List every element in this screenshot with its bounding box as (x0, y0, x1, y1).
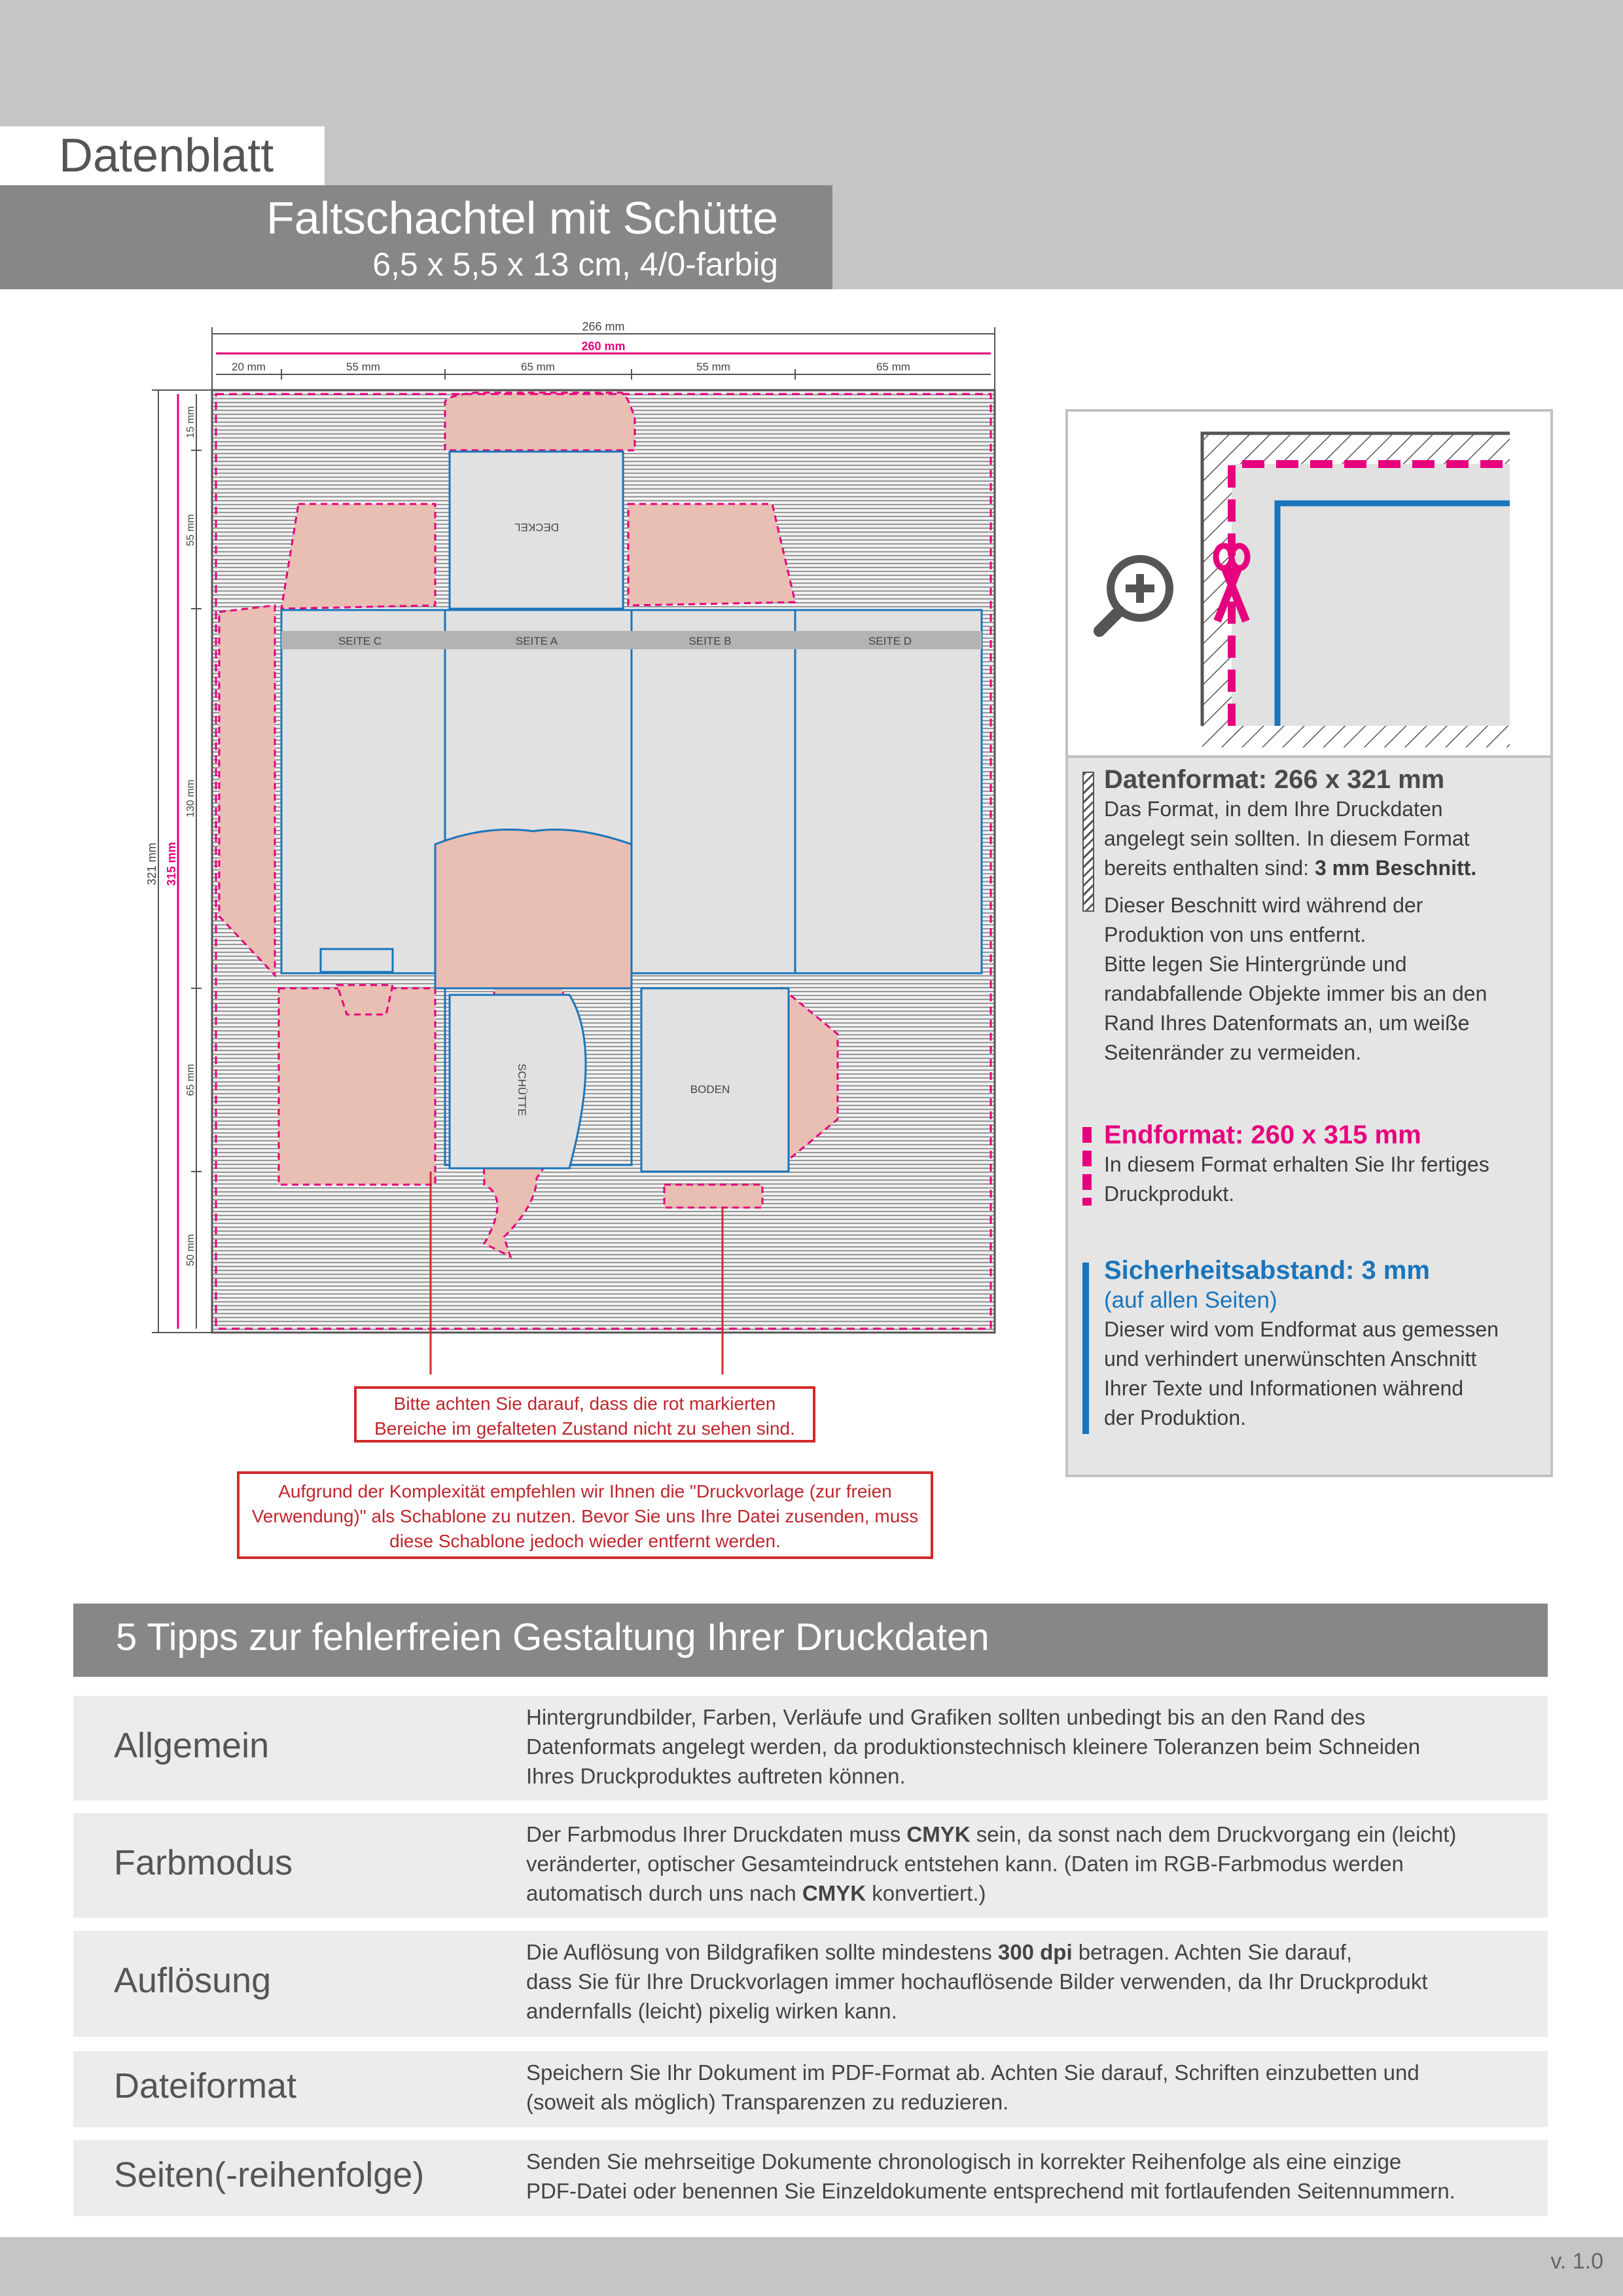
safety-marker (1082, 1263, 1089, 1434)
tip-farbmodus (73, 1813, 1548, 1918)
bottom-left-flap (279, 988, 435, 1185)
tip-allgemein (73, 1696, 1548, 1801)
seg-width-5: 65 mm (876, 361, 910, 373)
seg-height-2: 55 mm (185, 514, 196, 547)
lid-tuck-flap (445, 393, 635, 450)
datenformat-p2-line6: Seitenränder zu vermeiden. (1104, 1041, 1362, 1064)
page-title: Faltschachtel mit Schütte (266, 192, 778, 243)
info-datenformat (1068, 765, 1550, 1067)
datenformat-line1: Das Format, in dem Ihre Druckdaten (1104, 797, 1443, 821)
tip-description: Der Farbmodus Ihrer Druckdaten muss CMYK sein, da sonst nach dem Druckvorgang ein (leicht) veränderter, optischer Gesamteindruck entstehen kann. (Daten im RGB-Farbmodus werden automatisch durch uns nach CMYK konvertiert.) (526, 1822, 1457, 1905)
footer (0, 2237, 1623, 2296)
datenformat-line2: angelegt sein sollten. In diesem Format (1104, 827, 1470, 850)
seg-height-1: 15 mm (185, 406, 196, 439)
tips-header (73, 1604, 1548, 1677)
zoom-detail (1068, 412, 1550, 758)
vertical-dimensions (152, 390, 212, 1333)
tip-label: Allgemein (114, 1726, 270, 1765)
spout-joint (435, 830, 632, 989)
seg-height-5: 50 mm (185, 1234, 196, 1266)
note1-line1: Bitte achten Sie darauf, dass die rot markierten (393, 1393, 776, 1414)
label-seite-b: SEITE B (688, 635, 732, 647)
label-seite-d: SEITE D (868, 635, 912, 647)
note2-line1: Aufgrund der Komplexität empfehlen wir Ihnen die "Druckvorlage (zur freien (278, 1481, 892, 1501)
panel-boden (641, 988, 789, 1172)
tip-seitenreihenfolge (73, 2140, 1548, 2216)
sicherheit-line3: Ihrer Texte und Informationen während (1104, 1376, 1464, 1400)
seg-width-1: 20 mm (232, 361, 266, 373)
tip-dateiformat (73, 2051, 1548, 2127)
bleed-marker (1082, 772, 1094, 912)
label-seite-a: SEITE A (515, 635, 558, 647)
trim-marker (1082, 1127, 1092, 1206)
label-boden: BODEN (690, 1083, 730, 1096)
panel-seite-c (281, 610, 445, 973)
tip-label: Farbmodus (114, 1843, 293, 1882)
sicherheit-title: Sicherheitsabstand: 3 mm (1104, 1256, 1430, 1285)
tips-heading: 5 Tipps zur fehlerfreien Gestaltung Ihrer Druckdaten (116, 1616, 990, 1659)
datenformat-p2-line5: Rand Ihres Datenformats an, um weiße (1104, 1011, 1470, 1035)
datenformat-line3: bereits enthalten sind: 3 mm Beschnitt. (1104, 856, 1477, 880)
panel-seite-d (795, 610, 982, 973)
tip-description: Senden Sie mehrseitige Dokumente chronologisch in korrekter Reihenfolge als eine einzige PDF-Datei oder benennen Sie Einzeldokumente entsprechend mit fortlaufenden Seitennummern. (526, 2149, 1455, 2203)
datenformat-p2-line4: randabfallende Objekte immer bis an den (1104, 982, 1488, 1005)
sicherheit-line4: der Produktion. (1104, 1406, 1247, 1429)
seg-width-2: 55 mm (346, 361, 380, 373)
note1-line2: Bereiche im gefalteten Zustand nicht zu sehen sind. (374, 1418, 795, 1439)
dim-outer-width: 266 mm (582, 320, 625, 333)
dim-inner-height: 315 mm (165, 842, 178, 886)
info-box (1065, 409, 1553, 1477)
page-subtitle: 6,5 x 5,5 x 13 cm, 4/0-farbig (372, 246, 778, 283)
tip-label: Dateiformat (114, 2066, 297, 2106)
horizontal-dimensions (212, 327, 995, 390)
seg-height-4: 65 mm (185, 1064, 196, 1096)
title-bar (0, 185, 832, 289)
sicherheit-subtitle: (auf allen Seiten) (1104, 1287, 1277, 1313)
seg-width-4: 55 mm (696, 361, 730, 373)
tip-aufloesung (73, 1931, 1548, 2037)
label-deckel: DECKEL (514, 521, 560, 533)
note-hidden-areas (354, 1386, 815, 1443)
bottom-tuck-flap (664, 1185, 762, 1208)
document-tag (0, 126, 325, 185)
datenformat-p2-line1: Dieser Beschnitt wird während der (1104, 893, 1423, 917)
tip-description: Speichern Sie Ihr Dokument im PDF-Format ab. Achten Sie darauf, Schriften einzubetten und (soweit als möglich) Transparenzen zu reduzieren. (526, 2060, 1419, 2114)
tip-label: Auflösung (114, 1961, 272, 2000)
lid-left-flap (281, 504, 435, 609)
endformat-title: Endformat: 260 x 315 mm (1104, 1121, 1421, 1149)
sicherheit-line1: Dieser wird vom Endformat aus gemessen (1104, 1318, 1499, 1341)
dieline-drawing (118, 314, 1021, 1374)
info-endformat (1068, 1121, 1550, 1209)
dim-inner-width: 260 mm (581, 340, 626, 353)
info-sicherheit (1068, 1256, 1550, 1433)
sicherheit-line2: und verhindert unerwünschten Anschnitt (1104, 1347, 1477, 1371)
magnifier-plus-icon (1099, 559, 1169, 631)
datenformat-title: Datenformat: 266 x 321 mm (1104, 765, 1445, 794)
panel-seite-b (632, 610, 795, 973)
seg-width-3: 65 mm (521, 361, 555, 373)
endformat-line1: In diesem Format erhalten Sie Ihr fertiges (1104, 1153, 1489, 1176)
tip-description: Hintergrundbilder, Farben, Verläufe und Grafiken sollten unbedingt bis an den Rand des Datenformats angelegt werden, da produktionstechnisch kleinere Toleranzen beim Schneiden Ihres Druckproduktes auftreten können. (526, 1705, 1421, 1788)
note2-line3: diese Schablone jedoch wieder entfernt werden. (389, 1531, 781, 1551)
glue-flap-left (219, 605, 275, 975)
tip-label: Seiten(-reihenfolge) (114, 2155, 425, 2195)
label-seite-c: SEITE C (338, 635, 382, 647)
version-label: v. 1.0 (1550, 2249, 1603, 2274)
lid-right-flap (628, 504, 795, 605)
label-schuette: SCHÜTTE (516, 1063, 528, 1117)
dim-outer-height: 321 mm (145, 842, 158, 886)
note-template (237, 1471, 933, 1559)
note2-line2: Verwendung)" als Schablone zu nutzen. Bevor Sie uns Ihre Datei zusenden, muss (251, 1506, 919, 1526)
lock-tab (337, 985, 393, 1014)
datenformat-p2-line2: Produktion von uns entfernt. (1104, 923, 1366, 946)
endformat-line2: Druckprodukt. (1104, 1182, 1235, 1206)
document-tag-label: Datenblatt (59, 130, 274, 182)
datenformat-p2-line3: Bitte legen Sie Hintergründe und (1104, 952, 1407, 976)
seg-height-3: 130 mm (185, 780, 196, 817)
tip-description: Die Auflösung von Bildgrafiken sollte mindestens 300 dpi betragen. Achten Sie darauf, dass Sie für Ihre Druckvorlagen immer hochauflösende Bilder verwenden, da Ihr Druckprodukt andernfalls (leicht) pixelig wirken kann. (526, 1940, 1428, 2023)
